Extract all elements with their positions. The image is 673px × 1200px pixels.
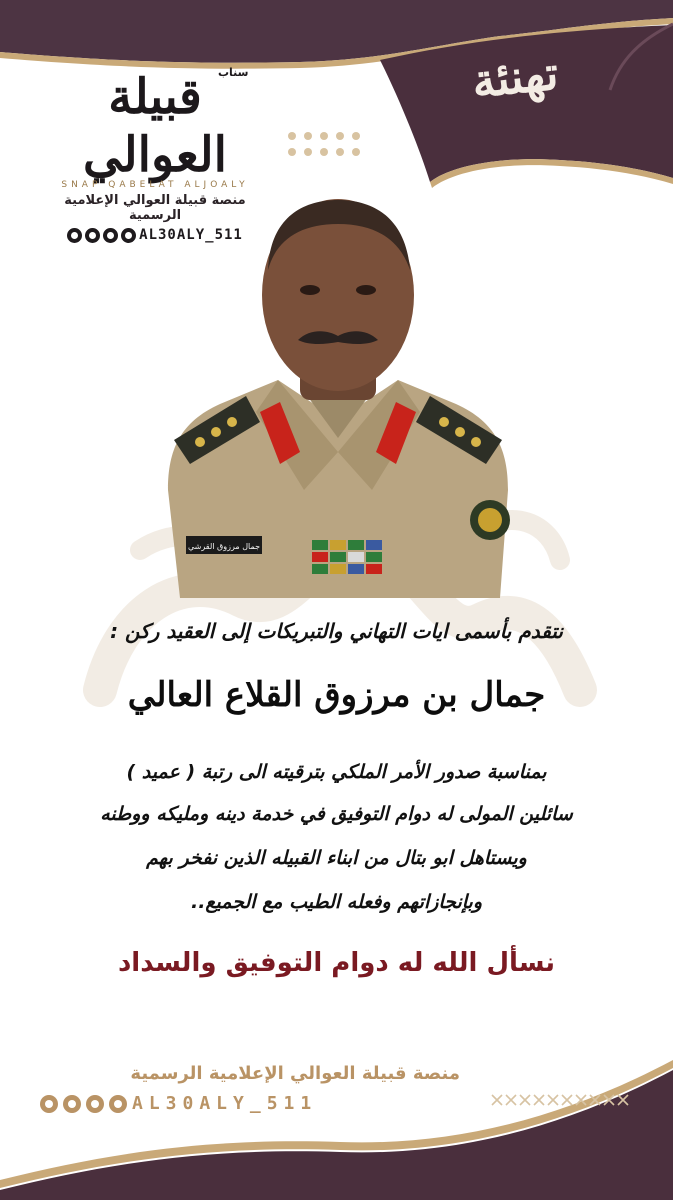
telegram-icon	[109, 1095, 127, 1113]
decorative-x-pattern	[490, 1093, 640, 1107]
snapchat-icon	[40, 1095, 58, 1113]
logo-handle-text: AL30ALY_511	[139, 227, 243, 243]
footer-handle	[40, 1093, 317, 1114]
honoree-name: جمال بن مرزوق القلاع العالي	[127, 675, 546, 715]
name-tag: جمال مرزوق القرشي	[187, 542, 261, 551]
instagram-icon	[86, 1095, 104, 1113]
greeting-badge	[420, 42, 610, 162]
logo-latin-name: SNAP QABELAT ALJOALY	[61, 180, 249, 190]
decorative-dot-grid	[286, 130, 366, 164]
officer-portrait	[160, 190, 516, 598]
prayer-line: نسأل الله له دوام التوفيق والسداد	[117, 948, 556, 978]
instagram-icon	[103, 228, 118, 243]
footer-platform-name: منصة قبيلة العوالي الإعلامية الرسمية	[130, 1063, 460, 1084]
message-line: بمناسبة صدور الأمر الملكي بترقيته الى رتبة ( عميد )	[126, 761, 547, 783]
footer-handle-text: AL30ALY_511	[132, 1093, 318, 1114]
message-line: وبإنجازاتهم وفعله الطيب مع الجميع..	[190, 891, 483, 913]
x-icon	[85, 228, 100, 243]
message-line: ويستاهل ابو بتال من ابناء القبيله الذين نفخر بهم	[146, 847, 527, 869]
logo-brand-name: قبيلة العوالي	[83, 69, 227, 183]
message-line: سائلين المولى له دوام التوفيق في خدمة دينه ومليكه ووطنه	[100, 803, 573, 825]
logo-platform-name: منصة قبيلة العوالي الإعلامية الرسمية	[64, 193, 246, 223]
logo-snap-label: سناب	[218, 66, 249, 79]
intro-line: نتقدم بأسمى ايات التهاني والتبريكات إلى العقيد ركن :	[110, 619, 563, 643]
greeting-title: تهنئة	[469, 45, 561, 109]
x-icon	[63, 1095, 81, 1113]
snapchat-icon	[67, 228, 82, 243]
telegram-icon	[121, 228, 136, 243]
